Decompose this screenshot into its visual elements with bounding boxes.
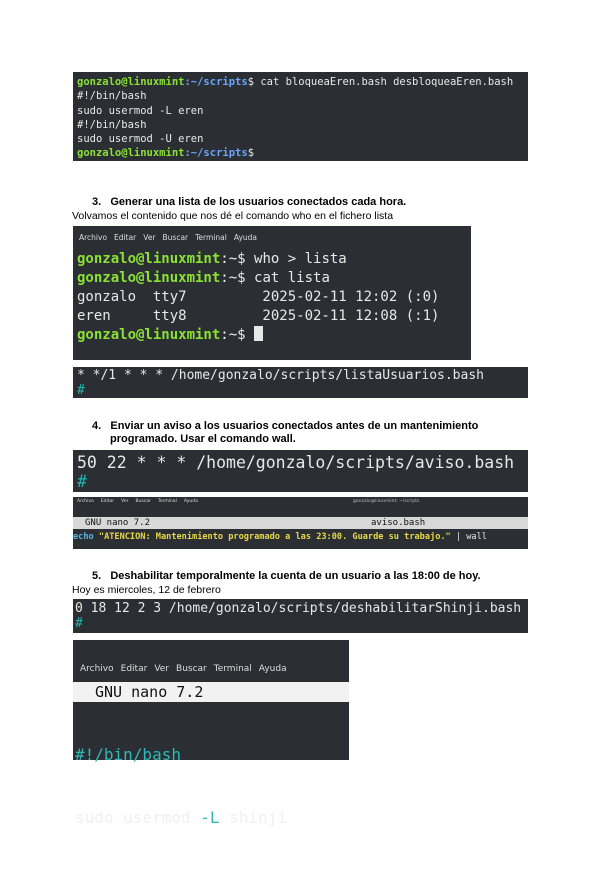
section-5-text: Hoy es miercoles, 12 de febrero: [72, 584, 221, 596]
menu-ayuda[interactable]: Ayuda: [233, 233, 257, 242]
output-line: #!/bin/bash: [77, 118, 147, 131]
cron-line: * */1 * * * /home/gonzalo/scripts/listaUsuarios.bash: [77, 368, 484, 383]
menu-archivo[interactable]: Archivo: [77, 499, 94, 504]
prompt-line: [77, 269, 467, 288]
prompt-user: gonzalo@linuxmint: [77, 76, 185, 88]
output-line: sudo usermod -U eren: [77, 133, 204, 146]
cursor-block: [254, 326, 263, 341]
cron-comment: #: [77, 383, 85, 398]
menu-buscar[interactable]: Buscar: [162, 233, 189, 242]
menu-buscar[interactable]: Buscar: [135, 499, 151, 504]
command-text: $ cat lista: [237, 270, 330, 286]
cron-line: 0 18 12 2 3 /home/gonzalo/scripts/deshabilitarShinji.bash: [75, 601, 522, 616]
section-title: Deshabilitar temporalmente la cuenta de un usuario a las 18:00 de hoy.: [110, 570, 481, 582]
prompt-path: :~/scripts: [184, 147, 248, 160]
nano-content: [73, 529, 528, 545]
cron-comment: #: [77, 472, 87, 491]
menu-ayuda[interactable]: Ayuda: [183, 499, 198, 504]
nano-app-name: GNU nano 7.2: [95, 683, 204, 701]
menu-archivo[interactable]: Archivo: [79, 233, 108, 242]
prompt-user: gonzalo@linuxmint: [77, 147, 185, 160]
command-flag: -L: [200, 808, 220, 827]
prompt-line: [77, 326, 467, 345]
section-title: Enviar un aviso a los usuarios conectados antes de un mantenimiento: [110, 420, 479, 432]
echo-string: "ATENCION: Mantenimiento programado a las 23:00. Guarde su trabajo.": [98, 532, 451, 542]
prompt-user: gonzalo@linuxmint: [77, 270, 221, 286]
section-5-heading: [92, 570, 481, 582]
terminal-cat-output: [73, 72, 528, 161]
prompt-line: [77, 250, 467, 269]
menu-editar[interactable]: Editar: [114, 233, 137, 242]
crontab-deshabilitarShinji: [73, 599, 528, 633]
nano-title-bar: [73, 682, 349, 702]
window-title-bar: [73, 497, 528, 507]
nano-shinji-window: [73, 640, 349, 827]
menu-terminal[interactable]: Terminal: [195, 233, 227, 242]
prompt-dollar: $: [237, 327, 255, 343]
section-3-text: Volvamos el contenido que nos dé el comando who en el fichero lista: [72, 210, 394, 222]
cron-line: 50 22 * * * /home/gonzalo/scripts/aviso.bash: [77, 453, 515, 472]
command-text: sudo usermod: [75, 808, 201, 827]
output-line: eren tty8 2025-02-11 12:08 (:1): [77, 308, 440, 324]
command-text: $ who > lista: [237, 251, 347, 267]
menu-buscar[interactable]: Buscar: [176, 664, 207, 674]
prompt-line: [77, 75, 524, 89]
section-4-heading: [92, 419, 478, 433]
echo-keyword: echo: [73, 532, 94, 542]
crontab-aviso: [73, 450, 528, 492]
nano-app-name: GNU nano 7.2: [85, 518, 151, 528]
prompt-user: gonzalo@linuxmint: [77, 251, 221, 267]
menu-ver[interactable]: Ver: [143, 233, 156, 242]
output-line: sudo usermod -L eren: [77, 104, 204, 117]
nano-title-bar: [73, 517, 528, 529]
section-3-heading: [92, 196, 406, 208]
terminal-menu-bar: [77, 226, 467, 250]
section-title: Generar una lista de los usuarios conectados cada hora.: [110, 196, 407, 208]
menu-ayuda[interactable]: Ayuda: [258, 664, 287, 674]
prompt-line: [77, 146, 524, 160]
menu-terminal[interactable]: Terminal: [213, 664, 252, 674]
menu-terminal[interactable]: Terminal: [157, 499, 177, 504]
window-title: gonzalo@linuxmint: ~/scripts: [353, 499, 420, 504]
section-number: 4.: [92, 420, 102, 432]
command-text: $ cat bloqueaEren.bash desbloqueaEren.bash: [247, 76, 514, 88]
prompt-dollar: $: [247, 147, 255, 160]
prompt-path: :~: [220, 251, 238, 267]
prompt-path: :~: [220, 270, 238, 286]
menu-editar[interactable]: Editar: [100, 499, 115, 504]
command-arg: shinji: [219, 808, 287, 827]
terminal-who-lista: [73, 226, 471, 360]
menu-ver[interactable]: Ver: [121, 499, 129, 504]
menu-ver[interactable]: Ver: [154, 664, 170, 674]
nano-aviso-window: [73, 497, 528, 549]
prompt-user: gonzalo@linuxmint: [77, 327, 221, 343]
menu-archivo[interactable]: Archivo: [80, 664, 114, 674]
output-line: #!/bin/bash: [77, 90, 147, 103]
prompt-path: :~/scripts: [184, 76, 248, 88]
terminal-menu-bar: [73, 640, 349, 680]
output-line: gonzalo tty7 2025-02-11 12:02 (:0): [77, 289, 440, 305]
crontab-listaUsuarios: [73, 367, 528, 398]
section-number: 5.: [92, 570, 102, 582]
section-number: 3.: [92, 196, 102, 208]
menu-editar[interactable]: Editar: [120, 664, 148, 674]
section-4-heading-cont: programado. Usar el comando wall.: [110, 433, 296, 445]
pipe-wall: | wall: [450, 532, 487, 542]
terminal-menu-bar: [77, 497, 205, 507]
cron-comment: #: [75, 616, 83, 631]
nano-content: [73, 702, 349, 870]
command-line: [75, 807, 349, 828]
prompt-path: :~: [220, 327, 238, 343]
nano-file-name: aviso.bash: [371, 518, 426, 528]
shebang-line: #!/bin/bash: [75, 745, 181, 764]
